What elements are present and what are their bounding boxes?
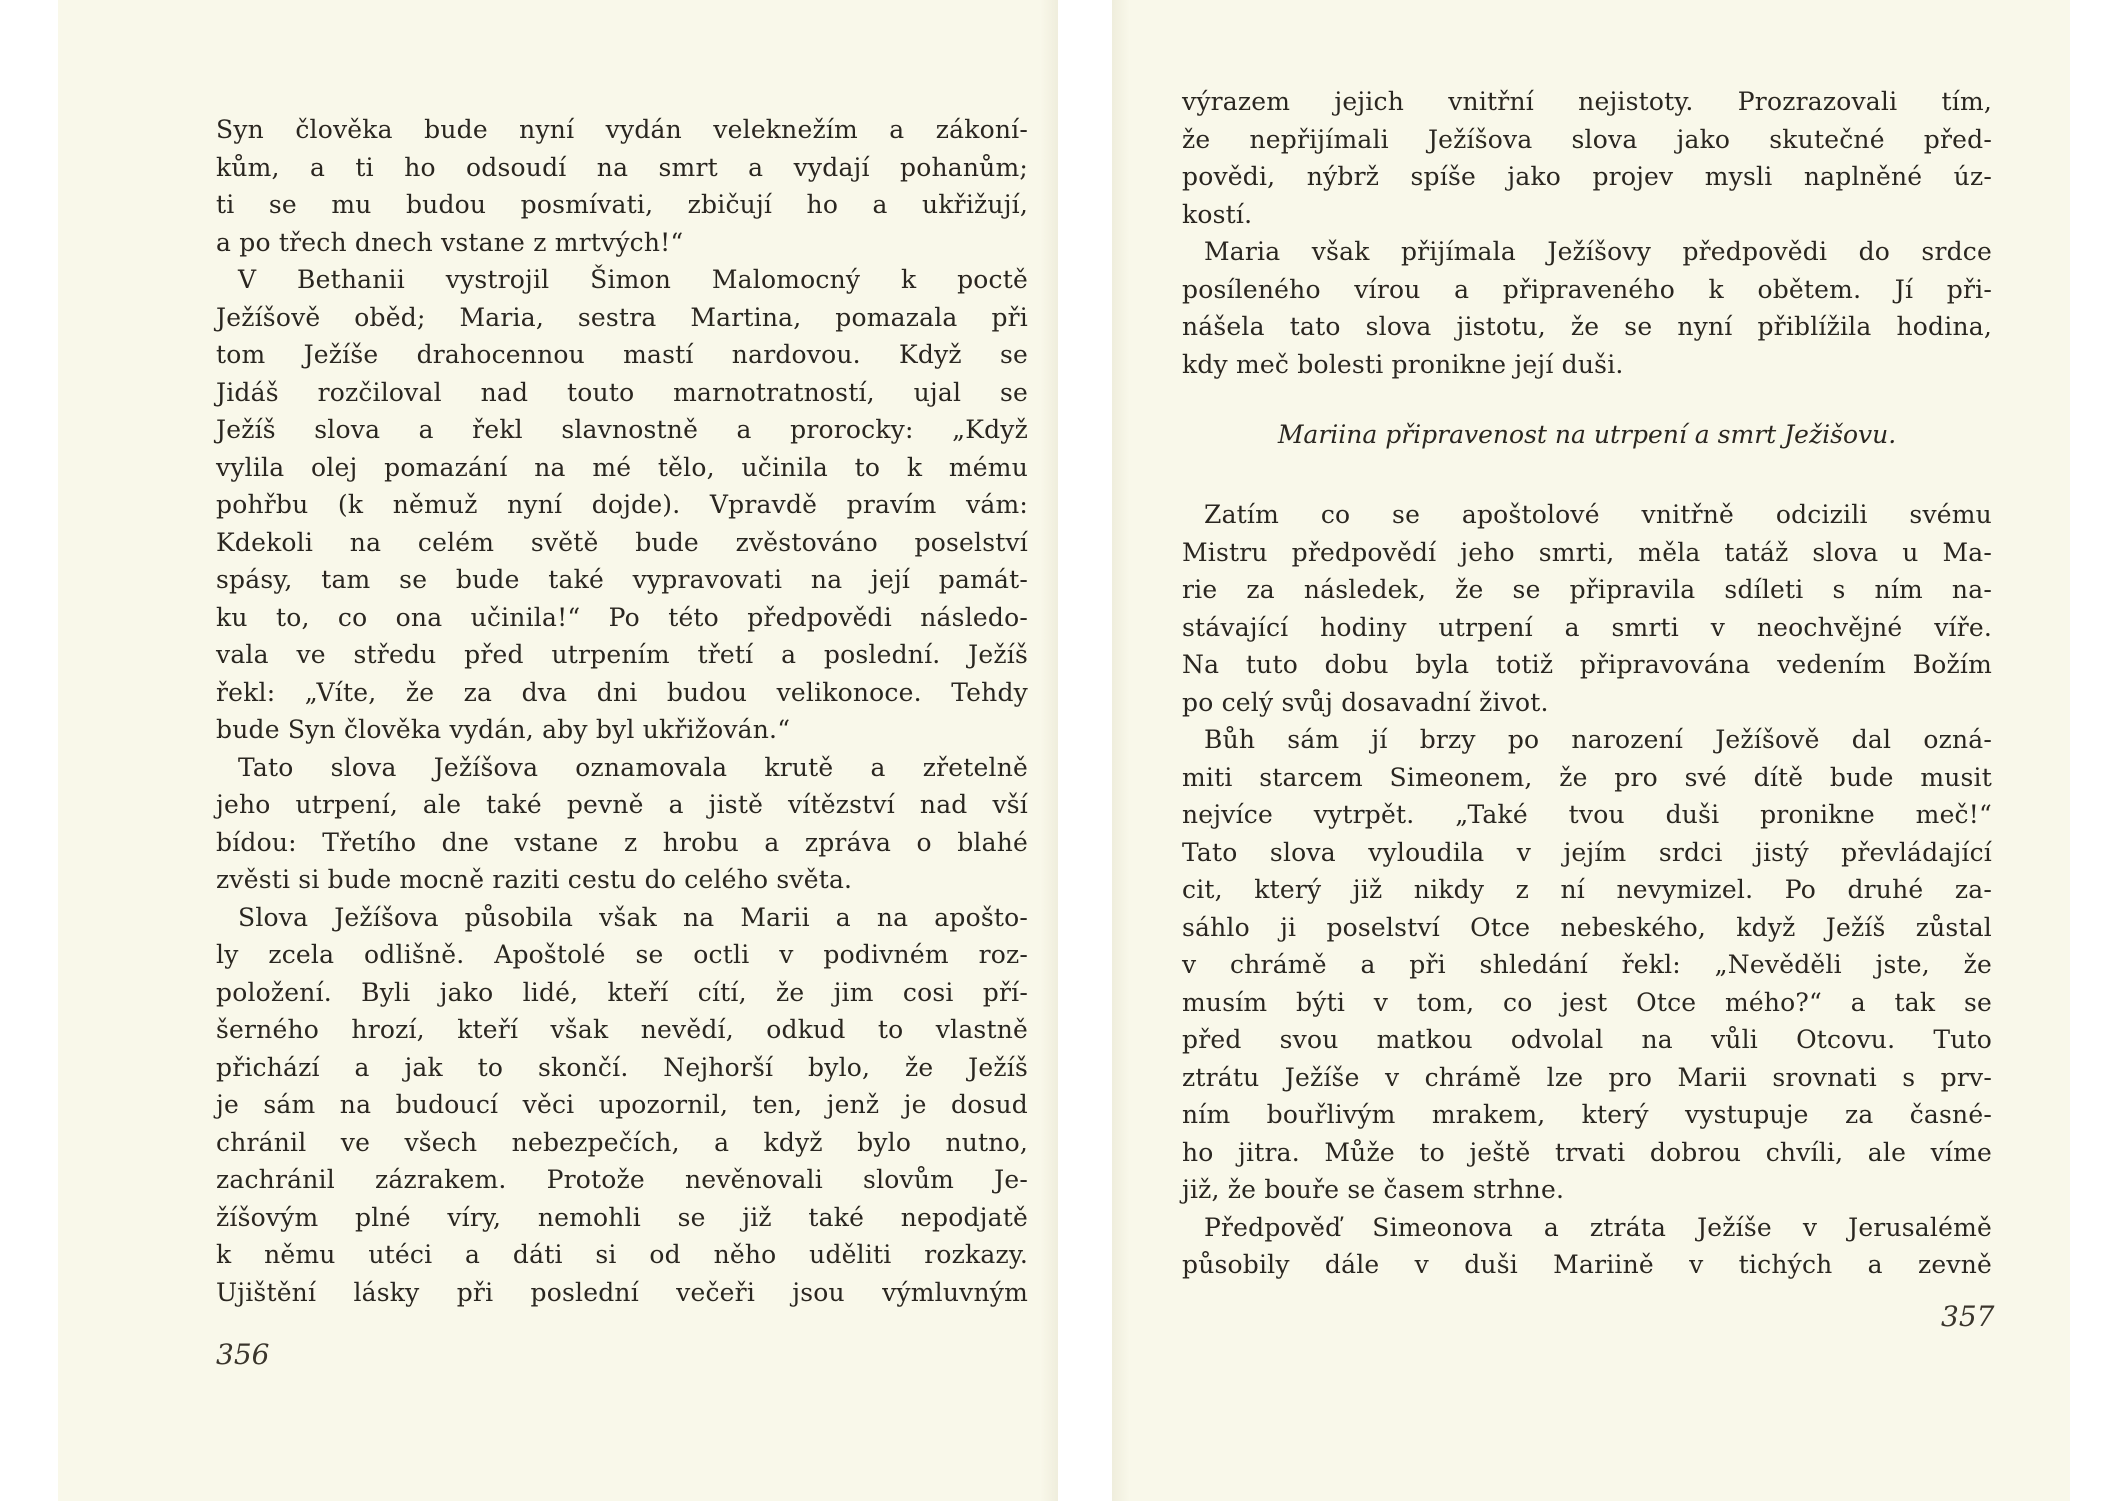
- text-line: bude Syn člověka vydán, aby byl ukřižován.“: [216, 715, 791, 744]
- text-line: že nepřijímali Ježíšova slova jako skutečné před-: [1182, 124, 1992, 154]
- text-line: ztrátu Ježíše v chrámě lze pro Marii srovnati s prv-: [1182, 1062, 1992, 1092]
- text-line: k němu utéci a dáti si od něho uděliti rozkazy.: [216, 1240, 1028, 1269]
- text-line: cit, který již nikdy z ní nevymizel. Po druhé za-: [1182, 875, 1992, 904]
- text-line: kdy meč bolesti pronikne její duši.: [1182, 349, 1624, 379]
- page-gutter-shade: [1040, 0, 1058, 1501]
- text-line: sáhlo ji poselství Otce nebeského, když Ježíš zůstal: [1182, 912, 1992, 942]
- text-line: Ujištění lásky při poslední večeři jsou výmluvným: [216, 1277, 1028, 1307]
- text-line: miti starcem Simeonem, že pro své dítě bude musit: [1182, 762, 1992, 792]
- text-line: posíleného vírou a připraveného k obětem. Jí při-: [1182, 274, 1992, 304]
- text-line: Tato slova vyloudila v jejím srdci jistý převládající: [1182, 837, 1992, 867]
- text-line: před svou matkou odvolal na vůli Otcovu. Tuto: [1182, 1025, 1992, 1054]
- text-line: vala ve středu před utrpením třetí a poslední. Ježíš: [216, 640, 1028, 669]
- text-line: zachránil zázrakem. Protože nevěnovali slovům Je-: [216, 1165, 1028, 1194]
- text-line: ho jitra. Může to ještě trvati dobrou chvíli, ale víme: [1182, 1137, 1992, 1167]
- text-line: tom Ježíše drahocennou mastí nardovou. Když se: [216, 340, 1028, 369]
- text-line: působily dále v duši Mariině v tichých a zevně: [1182, 1250, 1992, 1279]
- text-line: ním bouřlivým mrakem, který vystupuje za časné-: [1182, 1100, 1992, 1129]
- text-line: pohřbu (k němuž nyní dojde). Vpravdě pravím vám:: [216, 490, 1028, 519]
- text-line: Kdekoli na celém světě bude zvěstováno poselství: [216, 527, 1028, 557]
- text-line: zvěsti si bude mocně raziti cestu do celého světa.: [216, 865, 853, 894]
- text-line: Maria však přijímala Ježíšovy předpovědi do srdce: [1204, 237, 1992, 266]
- text-line: Ježíš slova a řekl slavnostně a prorocky: „Když: [216, 415, 1028, 444]
- text-line: Mistru předpovědí jeho smrti, měla tatáž slova u Ma-: [1182, 537, 1992, 567]
- text-line: nášela tato slova jistotu, že se nyní přiblížila hodina,: [1182, 312, 1992, 341]
- text-line: V Bethanii vystrojil Šimon Malomocný k poctě: [238, 265, 1028, 294]
- text-line: Předpověď Simeonova a ztráta Ježíše v Jerusalémě: [1204, 1212, 1992, 1242]
- page-gutter-shade: [1112, 0, 1130, 1501]
- text-line: výrazem jejich vnitřní nejistoty. Prozrazovali tím,: [1182, 87, 1992, 116]
- text-line: Ježíšově oběd; Maria, sestra Martina, pomazala při: [216, 302, 1028, 332]
- text-line: položení. Byli jako lidé, kteří cítí, že jim cosi pří-: [216, 977, 1028, 1007]
- text-line: řekl: „Víte, že za dva dni budou velikonoce. Tehdy: [216, 677, 1028, 707]
- text-line: a po třech dnech vstane z mrtvých!“: [216, 227, 684, 257]
- right-page-text-bottom: [1182, 496, 1992, 1284]
- right-page-text-top: [1182, 83, 1992, 383]
- text-line: Tato slova Ježíšova oznamovala krutě a zřetelně: [238, 752, 1028, 782]
- text-line: jeho utrpení, ale také pevně a jistě vítězství nad vší: [216, 790, 1028, 819]
- text-line: žíšovým plné víry, nemohli se již také nepodjatě: [216, 1202, 1028, 1232]
- text-line: přichází a jak to skončí. Nejhorší bylo, že Ježíš: [216, 1052, 1028, 1082]
- text-line: vylila olej pomazání na mé tělo, učinila to k mému: [216, 452, 1028, 482]
- text-line: v chrámě a při shledání řekl: „Nevěděli jste, že: [1182, 950, 1992, 979]
- text-line: chránil ve všech nebezpečích, a když bylo nutno,: [216, 1127, 1028, 1157]
- text-line: spásy, tam se bude také vypravovati na její památ-: [216, 565, 1028, 594]
- text-line: Zatím co se apoštolové vnitřně odcizili svému: [1204, 500, 1992, 529]
- text-line: po celý svůj dosavadní život.: [1182, 687, 1549, 717]
- text-line: stávající hodiny utrpení a smrti v neochvějné víře.: [1182, 612, 1992, 642]
- text-line: povědi, nýbrž spíše jako projev mysli naplněné úz-: [1182, 162, 1992, 191]
- text-line: nejvíce vytrpět. „Také tvou duši pronikne meč!“: [1182, 800, 1992, 829]
- text-line: Jidáš rozčiloval nad touto marnotratností, ujal se: [216, 377, 1028, 407]
- text-line: kům, a ti ho odsoudí na smrt a vydají pohanům;: [216, 152, 1028, 182]
- left-page-text: [216, 111, 1028, 1311]
- page-number: 356: [216, 1338, 270, 1371]
- text-line: ly zcela odlišně. Apoštolé se octli v podivném roz-: [216, 940, 1028, 969]
- text-line: musím býti v tom, co jest Otce mého?“ a tak se: [1182, 987, 1992, 1017]
- text-line: Bůh sám jí brzy po narození Ježíšově dal ozná-: [1204, 725, 1992, 754]
- text-line: ti se mu budou posmívati, zbičují ho a ukřižují,: [216, 190, 1028, 219]
- left-page: [58, 0, 1058, 1501]
- text-line: Slova Ježíšova působila však na Marii a na apošto-: [238, 902, 1028, 932]
- text-line: bídou: Třetího dne vstane z hrobu a zpráva o blahé: [216, 827, 1028, 857]
- text-line: je sám na budoucí věci upozornil, ten, jenž je dosud: [216, 1090, 1028, 1119]
- text-line: šerného hrozí, kteří však nevědí, odkud to vlastně: [216, 1015, 1028, 1044]
- right-page: [1112, 0, 2070, 1501]
- text-line: rie za následek, že se připravila sdíleti s ním na-: [1182, 575, 1992, 604]
- text-line: Syn člověka bude nyní vydán veleknežím a zákoní-: [216, 115, 1028, 144]
- text-line: ku to, co ona učinila!“ Po této předpovědi následo-: [216, 602, 1028, 632]
- section-heading: Mariina připravenost na utrpení a smrt Ježišovu.: [1277, 420, 1897, 449]
- text-line: kostí.: [1182, 199, 1253, 229]
- text-line: již, že bouře se časem strhne.: [1182, 1175, 1565, 1204]
- text-line: Na tuto dobu byla totiž připravována vedením Božím: [1182, 650, 1992, 679]
- page-number: 357: [1941, 1300, 1995, 1333]
